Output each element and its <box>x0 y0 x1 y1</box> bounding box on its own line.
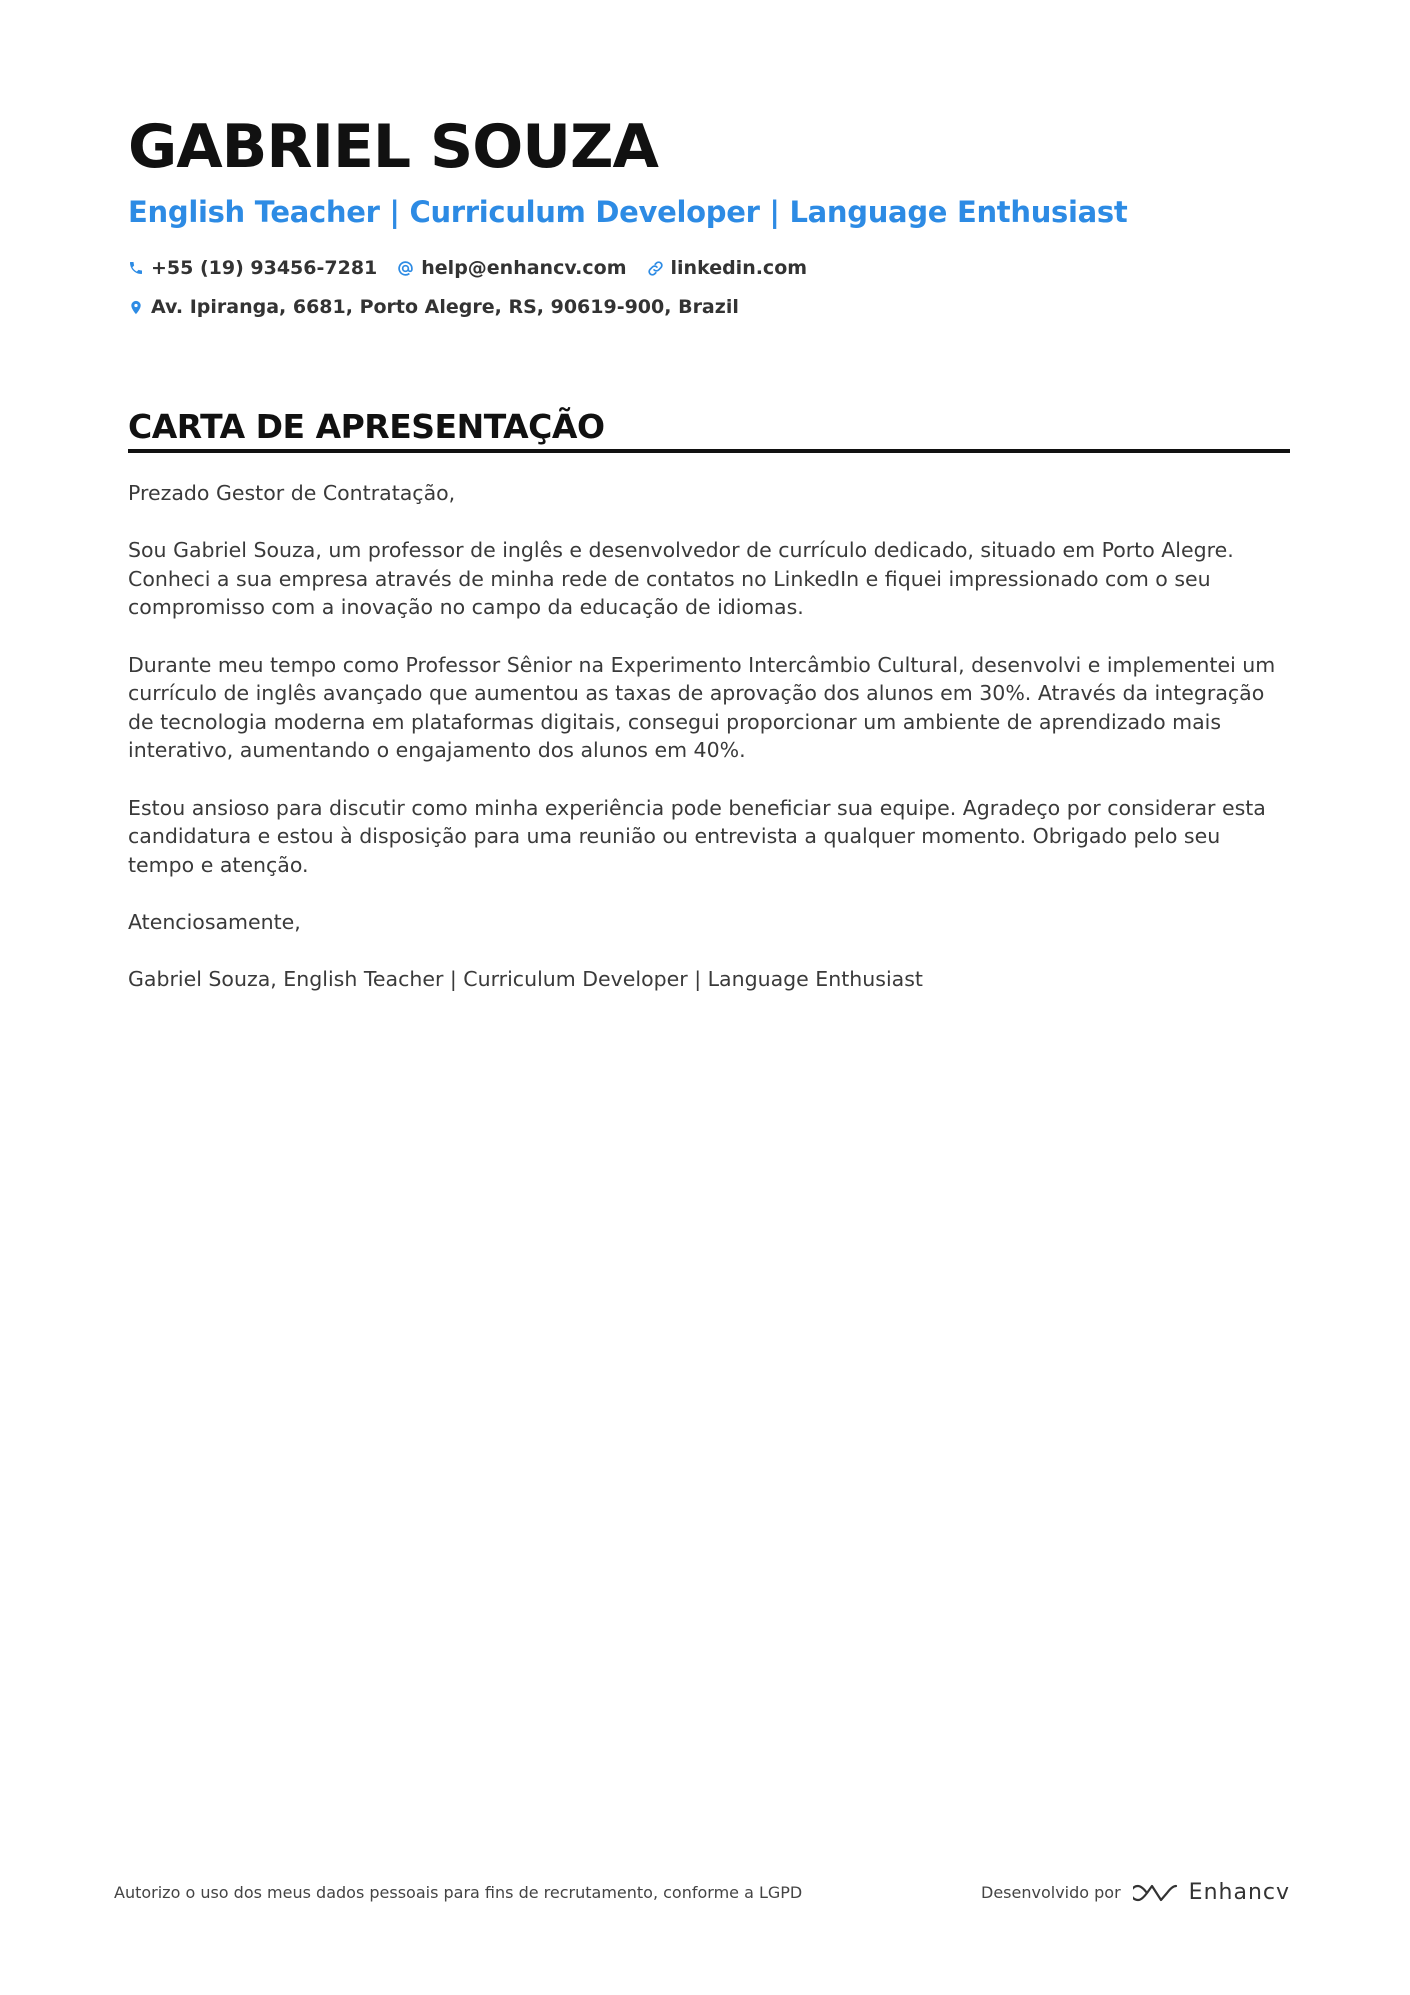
section-title: CARTA DE APRESENTAÇÃO <box>128 407 605 446</box>
candidate-headline: English Teacher | Curriculum Developer | Language Enthusiast <box>128 195 1128 229</box>
cover-letter-section <box>128 405 1290 1022</box>
header <box>128 108 1288 330</box>
contact-info <box>128 252 1288 323</box>
consent-note: Autorizo o uso dos meus dados pessoais para fins de recrutamento, conforme a LGPD <box>114 1883 803 1902</box>
letter-paragraph: Estou ansioso para discutir como minha experiência pode beneficiar sua equipe. Agradeço por considerar esta candidatura e estou à disposição para uma reunião ou entrevista a qualquer momento. Obrigado pelo seu tempo e atenção. <box>128 795 1266 877</box>
location-pin-icon <box>128 299 144 316</box>
contact-phone <box>128 257 377 279</box>
letter-body <box>128 479 1290 994</box>
contact-address <box>128 296 739 318</box>
letter-paragraph: Durante meu tempo como Professor Sênior na Experimento Intercâmbio Cultural, desenvolvi e implementei um currículo de inglês avançado que aumentou as taxas de aprovação dos alunos em 30%. Através da integração de tecnologia moderna em plataformas digitais, consegui proporcionar um ambiente de aprendizado mais interativo, aumentando o engajamento dos alunos em 40%. <box>128 652 1276 763</box>
brand-name: Enhancv <box>1188 1880 1290 1905</box>
contact-link[interactable] <box>647 257 808 279</box>
phone-icon <box>128 260 144 276</box>
link-text: linkedin.com <box>670 257 808 279</box>
contact-email[interactable] <box>397 257 626 279</box>
link-icon <box>647 260 664 277</box>
section-divider <box>128 449 1290 453</box>
contact-row-address <box>128 291 1288 323</box>
enhancv-logo-icon <box>1133 1881 1179 1905</box>
candidate-name: GABRIEL SOUZA <box>128 112 658 182</box>
contact-row-primary <box>128 252 1288 284</box>
letter-closing: Atenciosamente, <box>128 909 301 934</box>
at-icon <box>397 260 414 277</box>
footer <box>114 1880 1290 1905</box>
letter-greeting: Prezado Gestor de Contratação, <box>128 481 456 505</box>
email-text: help@enhancv.com <box>421 257 627 279</box>
address-text: Av. Ipiranga, 6681, Porto Alegre, RS, 90619-900, Brazil <box>151 296 739 318</box>
powered-by[interactable] <box>981 1880 1290 1905</box>
letter-signature: Gabriel Souza, English Teacher | Curriculum Developer | Language Enthusiast <box>128 967 923 992</box>
brand-logo <box>1133 1880 1290 1905</box>
powered-by-label: Desenvolvido por <box>981 1883 1121 1902</box>
letter-paragraph: Sou Gabriel Souza, um professor de inglês e desenvolvedor de currículo dedicado, situado em Porto Alegre. Conheci a sua empresa através de minha rede de contatos no LinkedIn e fiquei impressionado com o seu compromisso com a inovação no campo da educação de idiomas. <box>128 538 1234 620</box>
phone-text: +55 (19) 93456-7281 <box>151 257 378 279</box>
